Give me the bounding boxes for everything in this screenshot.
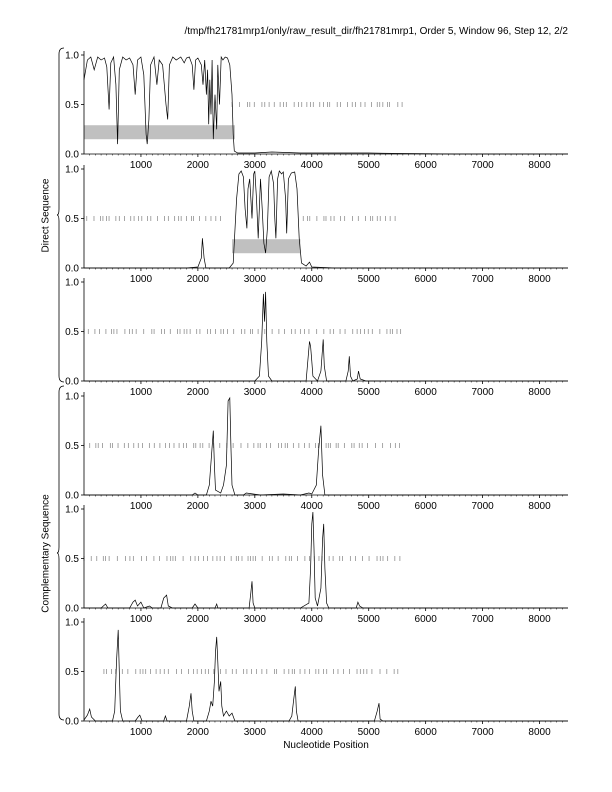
x-tick-label: 7000 — [471, 727, 494, 738]
x-tick-label: 3000 — [243, 501, 266, 512]
x-tick-label: 1000 — [129, 727, 153, 738]
y-tick-label: 1.0 — [65, 391, 79, 403]
direct-sequence-label: Direct Sequence — [40, 178, 52, 252]
x-tick-label: 4000 — [300, 274, 323, 285]
complementary-sequence-label: Complementary Sequence — [40, 493, 52, 613]
direct-sequence-brace — [57, 48, 64, 382]
series-line — [84, 512, 568, 608]
y-tick-label: 0.0 — [65, 490, 79, 502]
x-tick-label: 6000 — [414, 614, 437, 625]
series-line — [84, 292, 568, 381]
x-tick-label: 7000 — [471, 614, 494, 625]
y-tick-label: 0.5 — [65, 214, 79, 225]
x-tick-label: 2000 — [186, 614, 210, 625]
series-line — [84, 630, 568, 721]
x-tick-label: 7000 — [471, 160, 494, 171]
y-tick-label: 1.0 — [65, 277, 79, 289]
y-tick-label: 0.0 — [65, 376, 79, 388]
x-tick-label: 3000 — [243, 727, 266, 738]
x-tick-label: 3000 — [243, 274, 266, 285]
x-tick-label: 4000 — [300, 387, 323, 398]
x-tick-label: 7000 — [471, 387, 494, 398]
y-tick-label: 1.0 — [65, 617, 79, 629]
x-tick-label: 6000 — [414, 387, 437, 398]
highlight-box — [84, 125, 235, 139]
y-tick-label: 0.0 — [65, 603, 79, 615]
y-tick-label: 0.0 — [65, 263, 79, 275]
x-tick-label: 1000 — [129, 387, 153, 398]
x-tick-label: 1000 — [129, 160, 153, 171]
x-tick-label: 2000 — [186, 501, 210, 512]
x-tick-label: 2000 — [186, 387, 210, 398]
y-tick-label: 1.0 — [65, 164, 79, 176]
x-tick-label: 8000 — [528, 160, 551, 171]
x-tick-label: 4000 — [300, 614, 323, 625]
x-tick-label: 8000 — [528, 614, 551, 625]
x-tick-label: 5000 — [357, 501, 380, 512]
x-tick-label: 1000 — [129, 274, 153, 285]
x-tick-label: 7000 — [471, 274, 494, 285]
series-line — [84, 57, 568, 154]
y-tick-label: 1.0 — [65, 50, 79, 62]
x-tick-label: 5000 — [357, 614, 380, 625]
page-title: /tmp/fh21781mrp1/only/raw_result_dir/fh21781mrp1, Order 5, Window 96, Step 12, 2/2 — [184, 26, 568, 37]
x-tick-label: 6000 — [414, 274, 437, 285]
x-tick-label: 8000 — [528, 387, 551, 398]
x-tick-label: 7000 — [471, 501, 494, 512]
y-tick-label: 1.0 — [65, 504, 79, 516]
x-tick-label: 5000 — [357, 387, 380, 398]
x-tick-label: 3000 — [243, 614, 266, 625]
x-axis-title: Nucleotide Position — [283, 740, 369, 751]
x-tick-label: 3000 — [243, 160, 266, 171]
x-tick-label: 5000 — [357, 274, 380, 285]
y-tick-label: 0.0 — [65, 716, 79, 728]
x-tick-label: 5000 — [357, 160, 380, 171]
x-tick-label: 4000 — [300, 160, 323, 171]
x-tick-label: 2000 — [186, 160, 210, 171]
x-tick-label: 4000 — [300, 727, 323, 738]
x-tick-label: 1000 — [129, 614, 153, 625]
x-tick-label: 3000 — [243, 387, 266, 398]
x-tick-label: 8000 — [528, 727, 551, 738]
y-tick-label: 0.5 — [65, 441, 79, 452]
x-tick-label: 6000 — [414, 727, 437, 738]
x-tick-label: 6000 — [414, 501, 437, 512]
x-tick-label: 8000 — [528, 274, 551, 285]
y-tick-label: 0.5 — [65, 100, 79, 111]
x-tick-label: 5000 — [357, 727, 380, 738]
x-tick-label: 6000 — [414, 160, 437, 171]
y-tick-label: 0.5 — [65, 554, 79, 565]
y-tick-label: 0.0 — [65, 149, 79, 161]
x-tick-label: 4000 — [300, 501, 323, 512]
y-tick-label: 0.5 — [65, 667, 79, 678]
x-tick-label: 1000 — [129, 501, 153, 512]
complementary-sequence-brace — [57, 386, 64, 720]
x-tick-label: 2000 — [186, 274, 210, 285]
y-tick-label: 0.5 — [65, 327, 79, 338]
x-tick-label: 2000 — [186, 727, 210, 738]
x-tick-label: 8000 — [528, 501, 551, 512]
